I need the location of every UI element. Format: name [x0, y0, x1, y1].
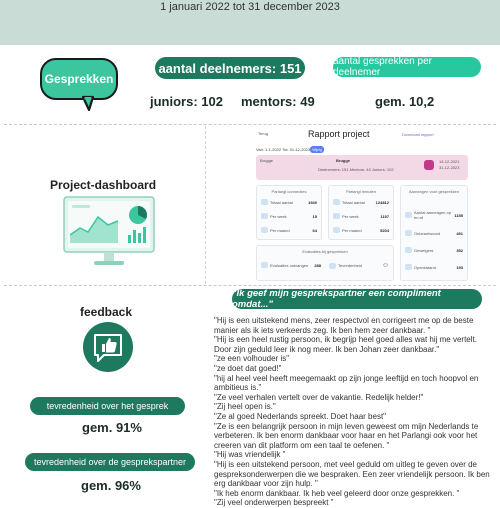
row-value: 491 [456, 230, 463, 236]
apply-button[interactable]: Wijzig [310, 146, 324, 153]
row-label: Per maand [270, 227, 290, 233]
back-link[interactable]: Terug [258, 131, 269, 136]
quote-item: "Ze is een belangrijk persoon in mijn leven geweest om mijn Nederlands te verbeteren. Ik ben enorm dankbaar voor haar en het Parlangi ook voor het creeren van dit platform om een taal te oefenen. " [214, 421, 479, 450]
row-value: 1940 [308, 199, 317, 205]
calendar-icon [424, 160, 434, 170]
smiley-icon: ☺ [381, 262, 389, 269]
row-label: Geweigerd [414, 247, 434, 253]
row-label: Totaal aantal [342, 199, 365, 205]
compliment-quote-title: "Ik geef mijn gesprekspartner een compliment omdat..." [232, 289, 482, 309]
row-label: Tevredenheid [338, 263, 363, 268]
row-label: Totaal aantal [270, 199, 293, 205]
row-value: 193 [456, 264, 463, 270]
calendar-week-icon [261, 213, 268, 219]
card-aanvragen [400, 185, 468, 281]
quote-item: "hij al heel veel heeft meegemaakt op zijn jonge leeftijd en toch hoopvol en ambitieus is." [214, 373, 479, 393]
feedback-label: feedback [80, 305, 133, 319]
rapport-title: Rapport project [308, 129, 370, 139]
row-label: Per week [270, 213, 287, 219]
quote-item: "Hij is een uitstekend persoon, met veel geduld om uitleg te geven over de gespreksonderwerpen die we bespraken. Een zeer vriendelijk persoon. Ik ben erg dankbaar voor zijn hulp. " [214, 459, 490, 489]
quote-item: "ze een volhouder is" [214, 354, 290, 364]
row-label: Onbeantwoord [414, 230, 441, 236]
card-row [261, 199, 317, 205]
open-icon [405, 264, 412, 270]
per-deelnemer-badge: aantal gesprekken per deelnemer [333, 57, 481, 77]
evaluation-icon [261, 262, 268, 268]
card-title: Parlangi connecties [271, 189, 307, 194]
row-label: Per week [342, 213, 359, 219]
tevredenheid-gesprek-badge: tevredenheid over het gesprek [30, 397, 185, 415]
gesprekken-bubble [40, 58, 118, 100]
calendar-month-icon [333, 227, 340, 233]
speech-tail-icon [82, 97, 96, 111]
card-row [329, 262, 389, 269]
declined-icon [405, 247, 412, 253]
gem-gesprek-stat: gem. 91% [82, 420, 142, 435]
section-divider-vertical [205, 126, 206, 284]
satisfaction-icon [329, 263, 336, 269]
card-row [405, 247, 463, 253]
clock-icon [333, 199, 340, 205]
card-evaluaties [256, 245, 394, 281]
section-divider [4, 285, 496, 286]
juniors-stat: juniors: 102 [150, 94, 223, 109]
calendar-month-icon [261, 227, 268, 233]
row-value: 64 [312, 227, 317, 233]
download-link[interactable]: Download rapport [402, 132, 434, 137]
project-dashboard-label: Project-dashboard [50, 178, 157, 192]
quote-item: "Hij was vriendelijk " [214, 450, 286, 460]
header-date-end: 31-12-2023 [439, 165, 460, 170]
card-row [333, 199, 389, 205]
card-row [261, 262, 321, 268]
dashboard-monitor-icon [62, 195, 156, 267]
row-value: 1197 [380, 213, 389, 219]
tevredenheid-partner-badge: tevredenheid over de gesprekspartner [25, 453, 195, 471]
card-row [333, 227, 389, 233]
row-label: Evaluaties ontvangen [270, 262, 309, 268]
card-connecties [256, 185, 322, 240]
card-title: Evaluaties bij gesprekken [302, 249, 348, 254]
quote-item: "Ze veel verhalen vertelt over de vakantie. Redelijk helder!" [214, 392, 424, 402]
row-label: Aantal aanvragen op en af [414, 210, 451, 220]
row-value: 1155 [454, 212, 463, 218]
rapport-project-screenshot [252, 125, 472, 283]
card-title: Aanvragen voor gesprekken [408, 189, 460, 194]
row-value: 15 [312, 213, 317, 219]
quote-item: "Zij heel open is." [214, 402, 276, 412]
quote-item: "ze doet dat goed!" [214, 363, 282, 373]
thumbs-up-chat-icon [92, 332, 124, 364]
card-row [261, 227, 317, 233]
unanswered-icon [405, 230, 412, 236]
quote-item: "Ik heb enorm dankbaar. Ik heb veel geleerd door onze gesprekken. " [214, 488, 460, 498]
request-icon [405, 212, 412, 218]
card-row [405, 230, 463, 236]
gem-gesprekken-stat: gem. 10,2 [375, 94, 435, 109]
row-value: 124812 [375, 199, 389, 205]
card-row [261, 213, 317, 219]
date-range: Van: 1-1-2022 Tot: 31-12-2023 [256, 147, 311, 152]
mentors-stat: mentors: 49 [241, 94, 315, 109]
row-label: Per maand [342, 227, 362, 233]
card-row [405, 210, 463, 220]
deelnemers-badge: aantal deelnemers: 151 [155, 57, 305, 79]
quotes-list [214, 316, 496, 508]
gesprekken-label: Gesprekken [44, 72, 114, 86]
header-center: Brugge [336, 158, 350, 163]
quote-item: "Zij veel onderwerpen bespreekt " [214, 498, 334, 508]
period-text: 1 januari 2022 tot 31 december 2023 [160, 1, 340, 13]
calendar-week-icon [333, 213, 340, 219]
card-minuten [328, 185, 394, 240]
card-row [333, 213, 389, 219]
card-row [405, 264, 463, 270]
rapport-header [256, 155, 468, 180]
card-title: Parlangi minuten [345, 189, 377, 194]
row-value: 5204 [380, 227, 389, 233]
gem-partner-stat: gem. 96% [81, 478, 141, 493]
people-icon [261, 199, 268, 205]
quote-item: "Ze al goed Nederlands spreekt. Doet haar best" [214, 411, 386, 421]
row-value: 352 [456, 247, 463, 253]
row-value: 288 [314, 262, 321, 268]
quote-item: "Hij is een uitstekend mens, zeer respectvol en corrigeert me op de beste manier als ik iets verkeerds zeg. Ik ben hem zeer dankbaar. " [214, 316, 474, 335]
row-label: Openstaand [414, 264, 436, 270]
quote-item: "Hij is een heel rustig persoon, ik begrijp heel goed alles wat hij me vertelt. Door zijn geduld leer ik nog meer. Ik ben Johan zeer dankbaar." [214, 335, 477, 354]
header-counts: Deelnemers: 151 Mentors: 49 Juniors: 102 [318, 167, 394, 172]
header-date-start: 14-12-2021 [439, 159, 460, 164]
header-left: Brugge [260, 158, 273, 163]
